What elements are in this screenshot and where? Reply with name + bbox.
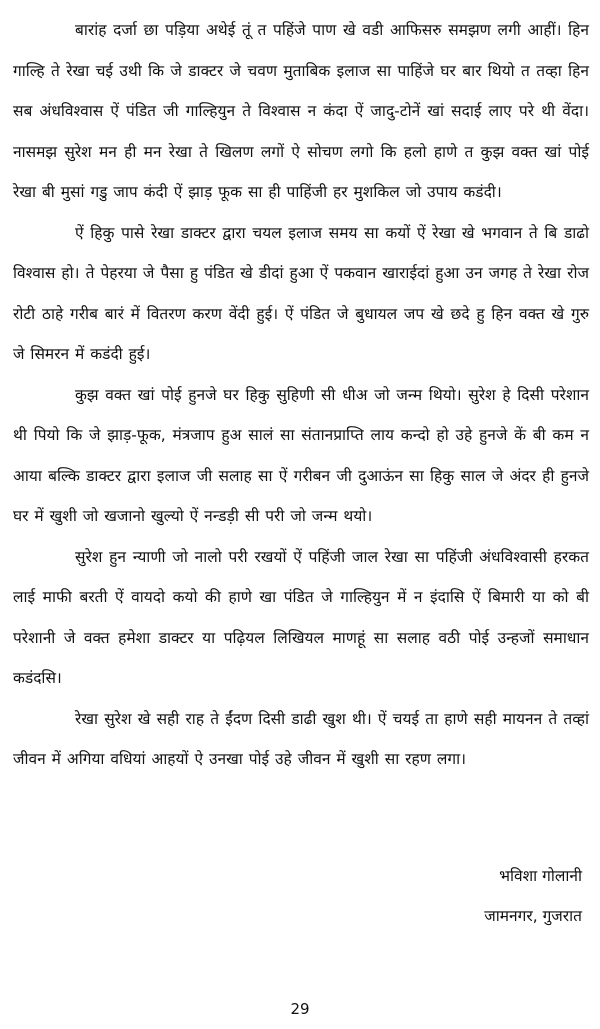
author-name: भविशा गोलानी [499, 867, 582, 885]
paragraph-3: कुझ वक्त खां पोई हुनजे घर हिकु सुहिणी सी धीअ जो जन्म थियो। सुरेश हे दिसी परेशान थी पियो कि जे झाड़-फूक, मंत्रजाप हुअ सालं सा संतानप्राप्ति लाय कन्दो हो उहे हुनजे कें बी कम न आया बल्कि डाक्टर द्वारा इलाज जी सलाह सा ऐं गरीबन जी दुआऊंन सा हिकु साल जे अंदर ही हुनजे घर में खुशी जो खजानो खुल्यो ऐं नन्डड़ी सी परी जो जन्म थयो। [13, 385, 589, 525]
paragraph-4: सुरेश हुन न्याणी जो नालो परी रखयों ऐं पहिंजी जाल रेखा सा पहिंजी अंधविश्वासी हरकत लाई माफी बरती ऐं वायदो कयो की हाणे खा पंडित जे गाल्हियुन में न इंदासि ऐं बिमारी या को बी परेशानी जे वक्त हमेशा डाक्टर या पढ़ियल लिखियल माणहूं सा सलाह वठी पोई उन्हजों समाधान कडंदसि। [13, 547, 589, 687]
author-location: जामनगर, गुजरात [484, 907, 582, 925]
paragraph-2: ऐं हिकु पासे रेखा डाक्टर द्वारा चयल इलाज समय सा कयों ऐं रेखा खे भगवान ते बि डाढो विश्वास हो। ते पेहरया जे पैसा हु पंडित खे डीदां हुआ ऐं पकवान खाराईदां हुआ उन जगह ते रेखा रोज रोटी ठाहे गरीब बारं में वितरण करण वेंदी हुई। ऐं पंडित जे बुधायल जप खे छदे हु हिन वक्त खे गुरु जे सिमरन में कडंदी हुई। [13, 223, 589, 363]
story-body [13, 10, 589, 780]
paragraph-1: बारांह दर्जा छा पड़िया अथेई तूं त पहिंजे पाण खे वडी आफिसरु समझण लगी आहीं। हिन गाल्हि ते रेखा चई उथी कि जे डाक्टर जे चवण मुताबिक इलाज सा पाहिंजे घर बार थियो त तव्हा हिन सब अंधविश्वास ऐं पंडित जी गाल्हियुन ते विश्वास न कंदा ऐं जादु-टोनें खां सदाई लाए परे थी वेंदा। नासमझ सुरेश मन ही मन रेखा ते खिलण लगों ऐ सोचण लगो कि हलो हाणे त कुझ वक्त खां पोई रेखा बी मुसां गडु जाप कंदी ऐं झाड़ फूक सा ही पाहिंजी हर मुशकिल जो उपाय कडंदी। [13, 21, 589, 201]
paragraph-5: रेखा सुरेश खे सही राह ते ईंदण दिसी डाढी खुश थी। ऐं चयई ता हाणे सही मायनन ते तव्हां जीवन में अगिया वधियां आहयों ऐ उनखा पोई उहे जीवन में खुशी सा रहण लगा। [13, 709, 589, 768]
page-number: 29 [290, 1000, 310, 1018]
author-signature [484, 856, 582, 936]
